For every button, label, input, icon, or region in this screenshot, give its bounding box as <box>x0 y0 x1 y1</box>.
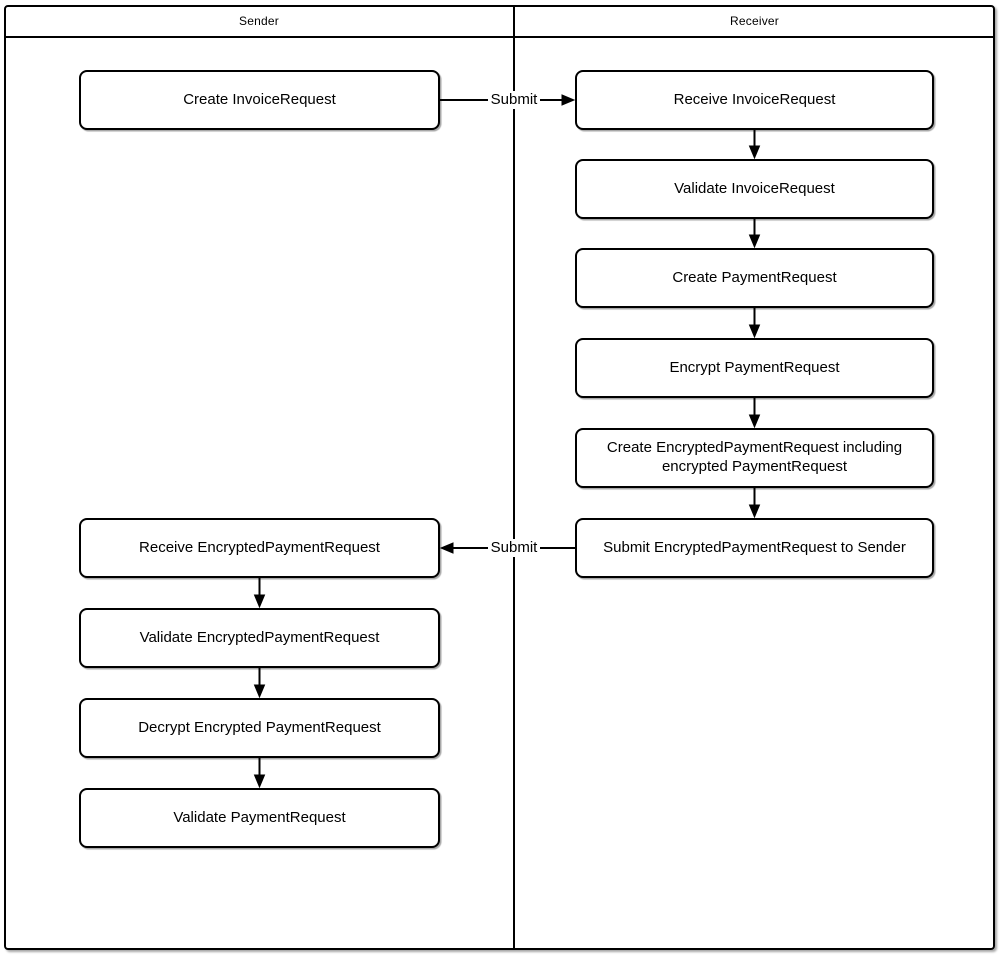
node-validate-invoicerequest <box>575 159 934 219</box>
node-validate-encryptedpaymentrequest <box>79 608 440 668</box>
node-receive-invoicerequest <box>575 70 934 130</box>
lane-header-sender-label: Sender <box>239 13 279 28</box>
edge-label-submit-invoice: Submit <box>488 91 540 109</box>
node-receive-encryptedpaymentrequest <box>79 518 440 578</box>
node-label: Validate EncryptedPaymentRequest <box>139 628 380 646</box>
node-encrypt-paymentrequest <box>575 338 934 398</box>
node-label: Create EncryptedPaymentRequest including encrypted PaymentRequest <box>606 439 903 475</box>
node-label: Validate PaymentRequest <box>173 808 346 826</box>
node-label: Decrypt Encrypted PaymentRequest <box>138 718 381 736</box>
node-create-invoicerequest <box>79 70 440 130</box>
node-label: Validate InvoiceRequest <box>674 179 835 197</box>
lane-header-sender <box>4 5 514 36</box>
node-label: Create PaymentRequest <box>672 268 837 286</box>
node-label: Submit EncryptedPaymentRequest to Sender <box>603 538 906 556</box>
node-label: Create InvoiceRequest <box>183 90 336 108</box>
node-label: Receive EncryptedPaymentRequest <box>139 538 380 556</box>
edge-label-submit-encrypted: Submit <box>488 539 540 557</box>
node-validate-paymentrequest <box>79 788 440 848</box>
node-create-paymentrequest <box>575 248 934 308</box>
lane-divider <box>513 5 515 950</box>
node-create-encryptedpaymentrequest <box>575 428 934 488</box>
node-decrypt-encrypted-paymentrequest <box>79 698 440 758</box>
lane-header-row <box>4 5 995 38</box>
node-label: Receive InvoiceRequest <box>673 90 836 108</box>
lane-header-receiver <box>514 5 995 36</box>
lane-header-receiver-label: Receiver <box>730 13 779 28</box>
node-submit-encryptedpaymentrequest <box>575 518 934 578</box>
node-label: Encrypt PaymentRequest <box>669 358 840 376</box>
